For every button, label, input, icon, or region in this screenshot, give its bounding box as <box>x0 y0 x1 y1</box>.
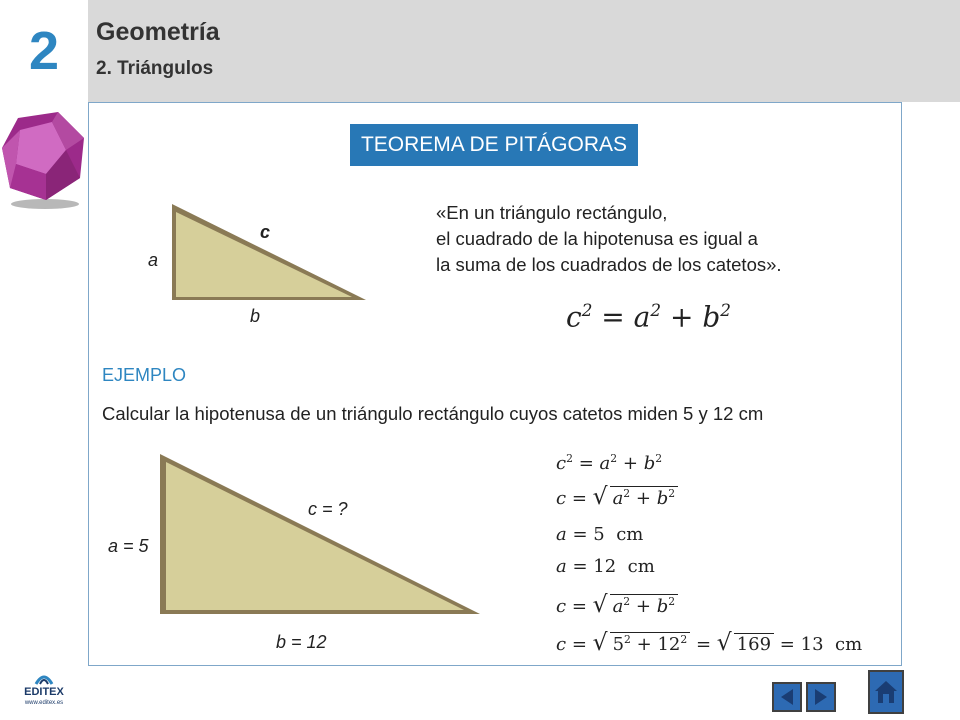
home-icon <box>873 679 899 705</box>
header-bar <box>88 0 960 102</box>
home-button[interactable] <box>868 670 904 714</box>
arrow-left-icon <box>779 688 795 706</box>
quote-line-3: la suma de los cuadrados de los catetos». <box>436 254 782 275</box>
example-title: EJEMPLO <box>102 365 187 385</box>
small-label-b: b <box>250 306 261 326</box>
step-2: c = √ $a^2 + b^2$ <box>556 486 678 509</box>
dodecahedron-icon <box>0 108 86 212</box>
step-3: a = 5 cm <box>556 524 644 545</box>
theorem-title: TEOREMA DE PITÁGORAS <box>350 124 638 166</box>
step-6: c = √ $5^2 + 12^2$ = √ 169 = 13 cm <box>556 628 863 656</box>
small-label-c: c <box>260 222 271 242</box>
next-button[interactable] <box>806 682 836 712</box>
small-label-a: a <box>148 250 159 270</box>
large-triangle-diagram <box>152 448 484 620</box>
page-subtitle: 2. Triángulos <box>96 58 214 79</box>
pythagoras-formula: $c^2 = a^2 + b^2$ <box>566 300 731 334</box>
large-label-b: b = 12 <box>276 632 327 652</box>
arrow-right-icon <box>813 688 829 706</box>
page-title: Geometría <box>96 18 220 46</box>
example-text: Calcular la hipotenusa de un triángulo rectángulo cuyos catetos miden 5 y 12 cm <box>102 403 764 424</box>
logo-text: EDITEX <box>24 686 64 698</box>
chapter-number: 2 <box>28 21 60 81</box>
step-4: a = 12 cm <box>556 556 655 577</box>
large-label-c: c = ? <box>308 499 348 519</box>
large-label-a: a = 5 <box>108 536 149 556</box>
quote-line-1: «En un triángulo rectángulo, <box>436 202 668 223</box>
quote-line-2: el cuadrado de la hipotenusa es igual a <box>436 228 758 249</box>
editex-logo-icon <box>14 668 74 688</box>
previous-button[interactable] <box>772 682 802 712</box>
theorem-statement <box>436 200 782 278</box>
step-5: c = √ $a^2 + b^2$ <box>556 594 678 617</box>
logo-url: www.editex.es <box>24 700 64 706</box>
step-1: $c^2 = a^2 + b^2$ <box>556 452 663 474</box>
small-triangle-diagram <box>166 198 372 304</box>
